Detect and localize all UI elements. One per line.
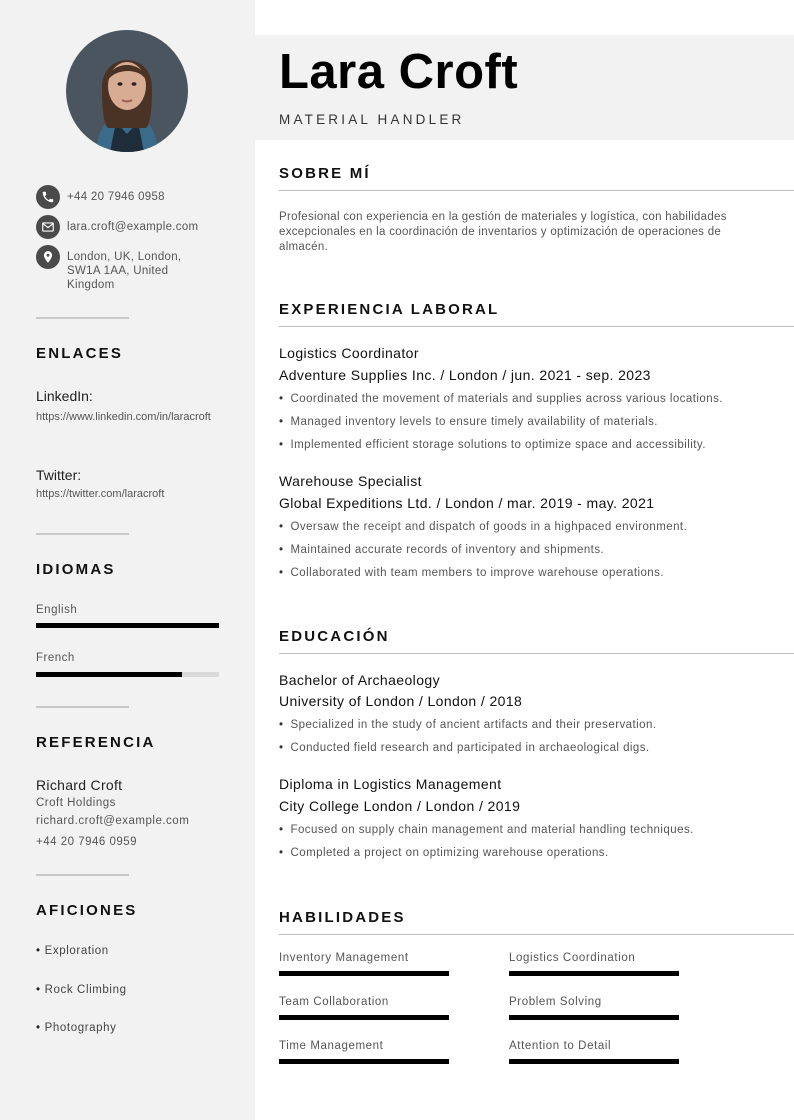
- contact-address: [36, 245, 236, 292]
- reference-email[interactable]: richard.croft@example.com: [36, 815, 190, 827]
- list-item-text: Maintained accurate records of inventory and shipments.: [290, 544, 605, 556]
- divider: [36, 706, 129, 708]
- location-pin-icon: [36, 245, 60, 269]
- list-item: • Coordinated the movement of materials and supplies across various locations.: [279, 393, 723, 405]
- job-meta: Adventure Supplies Inc. / London / jun. 2021 - sep. 2023: [279, 367, 651, 383]
- list-item: • Focused on supply chain management and material handling techniques.: [279, 824, 694, 836]
- skill-bar: [509, 971, 679, 976]
- phone-text: +44 20 7946 0958: [67, 191, 165, 203]
- hobby-label: Photography: [44, 1022, 117, 1034]
- job-title: Logistics Coordinator: [279, 345, 419, 361]
- list-item-text: Conducted field research and participated in archaeological digs.: [290, 742, 650, 754]
- hobby-item: • Photography: [36, 1022, 117, 1034]
- main-content: [255, 0, 794, 1120]
- list-item-text: Coordinated the movement of materials and supplies across various locations.: [290, 393, 723, 405]
- hobby-label: Exploration: [44, 945, 109, 957]
- skills-heading: HABILIDADES: [279, 909, 406, 926]
- phone-icon: [36, 185, 60, 209]
- avatar: [66, 30, 188, 152]
- education-title: Bachelor of Archaeology: [279, 672, 440, 688]
- reference-heading: REFERENCIA: [36, 734, 156, 751]
- contact-phone: [36, 185, 236, 209]
- profile-role: MATERIAL HANDLER: [279, 112, 465, 127]
- language-level-bar: [36, 623, 219, 628]
- linkedin-url[interactable]: https://www.linkedin.com/in/laracroft: [36, 411, 211, 423]
- list-item: • Completed a project on optimizing warehouse operations.: [279, 847, 609, 859]
- skill-name: Team Collaboration: [279, 996, 389, 1008]
- skill-bar: [279, 1059, 449, 1064]
- skill-bar: [509, 1015, 679, 1020]
- list-item-text: Collaborated with team members to improve warehouse operations.: [290, 567, 665, 579]
- language-level-fill: [36, 623, 219, 628]
- divider: [36, 533, 129, 535]
- languages-heading: IDIOMAS: [36, 561, 116, 578]
- linkedin-label: LinkedIn:: [36, 388, 93, 404]
- address-text: London, UK, London, SW1A 1AA, United Kingdom: [67, 251, 182, 291]
- list-item-text: Oversaw the receipt and dispatch of goods in a highpaced environment.: [290, 521, 688, 533]
- section-rule: [279, 190, 794, 191]
- email-icon: [36, 215, 60, 239]
- skill-name: Logistics Coordination: [509, 952, 636, 964]
- section-rule: [279, 653, 794, 654]
- profile-photo: [66, 30, 188, 152]
- list-item: • Maintained accurate records of inventory and shipments.: [279, 544, 605, 556]
- list-item: • Implemented efficient storage solutions to optimize space and accessibility.: [279, 439, 706, 451]
- language-level-fill: [36, 672, 182, 677]
- education-meta: University of London / London / 2018: [279, 693, 523, 709]
- twitter-label: Twitter:: [36, 467, 82, 483]
- divider: [36, 317, 129, 319]
- contact-email: [36, 215, 236, 239]
- hobby-item: • Exploration: [36, 945, 109, 957]
- email-text[interactable]: lara.croft@example.com: [67, 221, 199, 233]
- experience-heading: EXPERIENCIA LABORAL: [279, 301, 500, 318]
- reference-phone: +44 20 7946 0959: [36, 836, 138, 848]
- skill-name: Attention to Detail: [509, 1040, 612, 1052]
- about-text: Profesional con experiencia en la gestión de materiales y logística, con habilidades excepcionales en la coordinación de inventarios y optimización de operaciones de almacén.: [279, 211, 727, 253]
- skill-bar: [279, 1015, 449, 1020]
- skill-name: Time Management: [279, 1040, 384, 1052]
- education-heading: EDUCACIÓN: [279, 628, 390, 645]
- job-title: Warehouse Specialist: [279, 473, 422, 489]
- hobbies-heading: AFICIONES: [36, 902, 138, 919]
- skill-bar: [509, 1059, 679, 1064]
- list-item-text: Implemented efficient storage solutions to optimize space and accessibility.: [290, 439, 706, 451]
- list-item: • Conducted field research and participated in archaeological digs.: [279, 742, 650, 754]
- skill-name: Inventory Management: [279, 952, 409, 964]
- list-item: • Collaborated with team members to improve warehouse operations.: [279, 567, 665, 579]
- section-rule: [279, 326, 794, 327]
- job-meta: Global Expeditions Ltd. / London / mar. 2019 - may. 2021: [279, 495, 655, 511]
- sidebar: [0, 0, 255, 1120]
- list-item-text: Focused on supply chain management and material handling techniques.: [290, 824, 694, 836]
- list-item: • Managed inventory levels to ensure timely availability of materials.: [279, 416, 658, 428]
- divider: [36, 874, 129, 876]
- profile-name: Lara Croft: [279, 45, 519, 99]
- language-name: English: [36, 604, 78, 616]
- reference-company: Croft Holdings: [36, 797, 116, 809]
- list-item-text: Completed a project on optimizing warehouse operations.: [290, 847, 609, 859]
- skill-name: Problem Solving: [509, 996, 602, 1008]
- section-rule: [279, 934, 794, 935]
- list-item: • Specialized in the study of ancient artifacts and their preservation.: [279, 719, 657, 731]
- language-level-bar: [36, 672, 219, 677]
- reference-name: Richard Croft: [36, 777, 123, 793]
- language-name: French: [36, 652, 75, 664]
- list-item: • Oversaw the receipt and dispatch of goods in a highpaced environment.: [279, 521, 688, 533]
- about-heading: SOBRE MÍ: [279, 165, 371, 182]
- skill-bar: [279, 971, 449, 976]
- hobby-label: Rock Climbing: [44, 984, 127, 996]
- education-title: Diploma in Logistics Management: [279, 776, 502, 792]
- education-meta: City College London / London / 2019: [279, 798, 521, 814]
- twitter-url[interactable]: https://twitter.com/laracroft: [36, 488, 165, 500]
- links-heading: ENLACES: [36, 345, 124, 362]
- list-item-text: Managed inventory levels to ensure timely availability of materials.: [290, 416, 658, 428]
- hobby-item: • Rock Climbing: [36, 984, 127, 996]
- list-item-text: Specialized in the study of ancient artifacts and their preservation.: [290, 719, 657, 731]
